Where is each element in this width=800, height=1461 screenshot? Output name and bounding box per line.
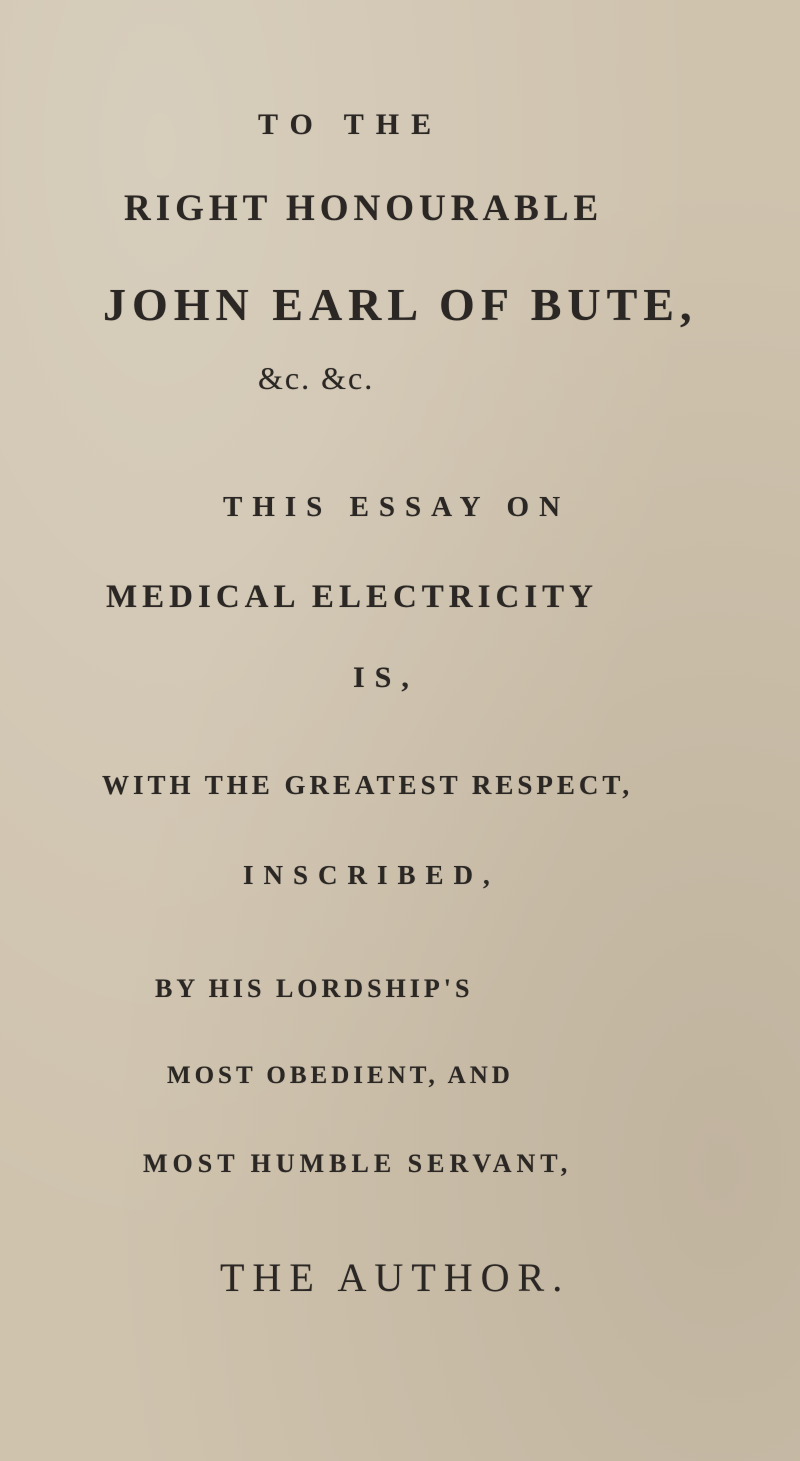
dedication-line-right-honourable: RIGHT HONOURABLE <box>124 188 604 229</box>
dedication-line-etcetera: &c. &c. <box>258 360 375 396</box>
dedication-line-dedicatee-name: JOHN EARL OF BUTE, <box>103 279 698 330</box>
dedication-line-most-humble-servant: MOST HUMBLE SERVANT, <box>143 1149 573 1178</box>
dedication-line-to-the: TO THE <box>258 108 444 141</box>
dedication-line-greatest-respect: WITH THE GREATEST RESPECT, <box>102 770 634 800</box>
dedication-line-the-author: THE AUTHOR. <box>220 1255 571 1300</box>
dedication-line-most-obedient: MOST OBEDIENT, AND <box>167 1062 514 1089</box>
dedication-line-is: IS, <box>353 661 419 694</box>
dedication-line-inscribed: INSCRIBED, <box>243 860 500 890</box>
dedication-line-subject: MEDICAL ELECTRICITY <box>106 579 598 615</box>
dedication-line-this-essay-on: THIS ESSAY ON <box>223 491 571 523</box>
dedication-line-by-his-lordships: BY HIS LORDSHIP'S <box>155 974 474 1003</box>
